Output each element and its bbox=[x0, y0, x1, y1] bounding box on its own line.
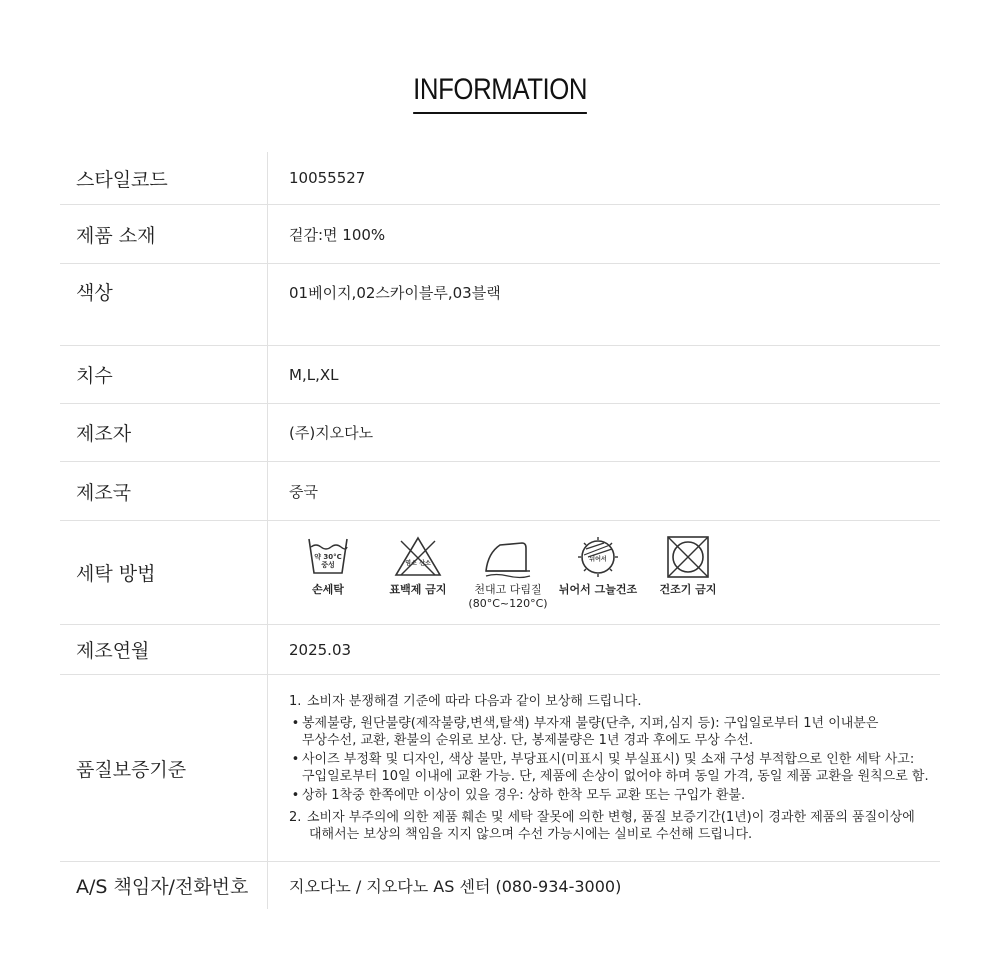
guarantee-line bbox=[307, 809, 915, 843]
row-label: 제조연월 bbox=[60, 625, 268, 674]
row-guarantee bbox=[60, 675, 940, 862]
bleach-caption: 표백제 금지 bbox=[389, 583, 447, 596]
row-color bbox=[60, 264, 940, 346]
guarantee-bullet bbox=[289, 715, 929, 749]
wash-bleach bbox=[372, 535, 464, 597]
no-tumble-dry-icon bbox=[665, 535, 711, 579]
row-country bbox=[60, 462, 940, 521]
row-washing bbox=[60, 521, 940, 625]
row-label: A/S 책임자/전화번호 bbox=[60, 862, 268, 909]
guarantee-line-1: 봉제불량, 원단불량(제작불량,변색,탈색) 부자재 불량(단추, 지퍼,심지 등): 구입일로부터 1년 이내분은 bbox=[302, 716, 879, 731]
tumble-dry-caption: 건조기 금지 bbox=[659, 583, 717, 596]
wash-icons bbox=[268, 521, 940, 624]
guarantee-line-1: 소비자 부주의에 의한 제품 훼손 및 세탁 잘못에 의한 변형, 품질 보증기간(1년)이 경과한 제품의 품질이상에 bbox=[307, 810, 915, 825]
guarantee-line-2: 구입일로부터 10일 이내에 교환 가능. 단, 제품에 손상이 없어야 하며 동일 가격, 동일 제품 교환을 원칙으로 함. bbox=[302, 769, 929, 784]
wash-hand bbox=[282, 535, 374, 597]
iron-caption: 천대고 다림질 bbox=[474, 583, 542, 596]
row-value: 01베이지,02스카이블루,03블랙 bbox=[289, 284, 501, 302]
row-value: 지오다노 / 지오다노 AS 센터 (080-934-3000) bbox=[289, 877, 622, 896]
row-label: 세탁 방법 bbox=[60, 521, 268, 624]
info-table bbox=[60, 152, 940, 909]
row-value: M,L,XL bbox=[289, 365, 339, 384]
shade-dry-caption: 뉘어서 그늘건조 bbox=[558, 583, 638, 596]
wash-tumble bbox=[642, 535, 734, 597]
guarantee-line bbox=[302, 751, 929, 785]
guarantee-line-1: 사이즈 부정확 및 디자인, 색상 불만, 부당표시(미표시 및 부실표시) 및 소재 구성 부적합으로 인한 세탁 사고: bbox=[302, 752, 915, 767]
shade-dry-label: 뉘어서 bbox=[589, 556, 607, 563]
row-as-contact bbox=[60, 862, 940, 909]
row-material bbox=[60, 205, 940, 264]
row-label: 제조자 bbox=[60, 404, 268, 461]
no-bleach-icon bbox=[393, 535, 443, 579]
page-title: INFORMATION bbox=[413, 70, 587, 114]
wash-shade bbox=[552, 535, 644, 597]
guarantee-bullet bbox=[289, 751, 929, 785]
title-wrap bbox=[0, 70, 1000, 114]
row-value: (주)지오다노 bbox=[289, 424, 374, 442]
guarantee-line: 상하 1착중 한쪽에만 이상이 있을 경우: 상하 한착 모두 교환 또는 구입가 환불. bbox=[302, 788, 746, 803]
row-manufacturer bbox=[60, 404, 940, 462]
row-style-code bbox=[60, 152, 940, 205]
guarantee-content bbox=[268, 675, 940, 861]
bullet-mark: • bbox=[291, 788, 300, 803]
row-label: 색상 bbox=[60, 264, 268, 345]
row-value: 겉감:면 100% bbox=[289, 225, 386, 244]
bleach-oxygen: 산소 bbox=[419, 560, 431, 567]
hand-wash-detergent: 중성 bbox=[321, 561, 335, 569]
iron-icon bbox=[482, 535, 534, 579]
row-label: 품질보증기준 bbox=[60, 675, 268, 861]
bullet-mark: • bbox=[291, 752, 300, 767]
row-value: 10055527 bbox=[289, 169, 366, 187]
row-label: 치수 bbox=[60, 346, 268, 403]
hand-wash-temp: 약 30°C bbox=[314, 553, 342, 561]
guarantee-line-2: 무상수선, 교환, 환불의 순위로 보상. 단, 봉제불량은 1년 경과 후에도 무상 수선. bbox=[302, 733, 754, 748]
guarantee-item bbox=[289, 693, 929, 710]
guarantee-bullet bbox=[289, 787, 929, 804]
bullet-mark: • bbox=[291, 716, 300, 731]
guarantee-num: 2. bbox=[289, 810, 302, 825]
guarantee-text bbox=[289, 693, 929, 843]
row-size bbox=[60, 346, 940, 404]
iron-range: (80°C~120°C) bbox=[468, 597, 548, 610]
row-manufacture-date bbox=[60, 625, 940, 675]
guarantee-line-2: 대해서는 보상의 책임을 지지 않으며 수선 가능시에는 실비로 수선해 드립니다. bbox=[309, 827, 753, 842]
hand-wash-caption: 손세탁 bbox=[312, 583, 344, 596]
guarantee-item bbox=[289, 809, 929, 843]
wash-list bbox=[282, 535, 732, 610]
bleach-chlorine: 염소 bbox=[405, 560, 417, 567]
row-value: 2025.03 bbox=[289, 640, 352, 659]
guarantee-num: 1. bbox=[289, 694, 302, 709]
guarantee-line: 소비자 분쟁해결 기준에 따라 다음과 같이 보상해 드립니다. bbox=[307, 694, 642, 709]
guarantee-line bbox=[302, 715, 878, 749]
row-label: 스타일코드 bbox=[60, 152, 268, 204]
shade-dry-icon bbox=[574, 535, 622, 579]
row-label: 제조국 bbox=[60, 462, 268, 520]
wash-iron bbox=[462, 535, 554, 610]
row-label: 제품 소재 bbox=[60, 205, 268, 263]
row-value: 중국 bbox=[289, 482, 318, 501]
hand-wash-icon bbox=[306, 535, 350, 579]
